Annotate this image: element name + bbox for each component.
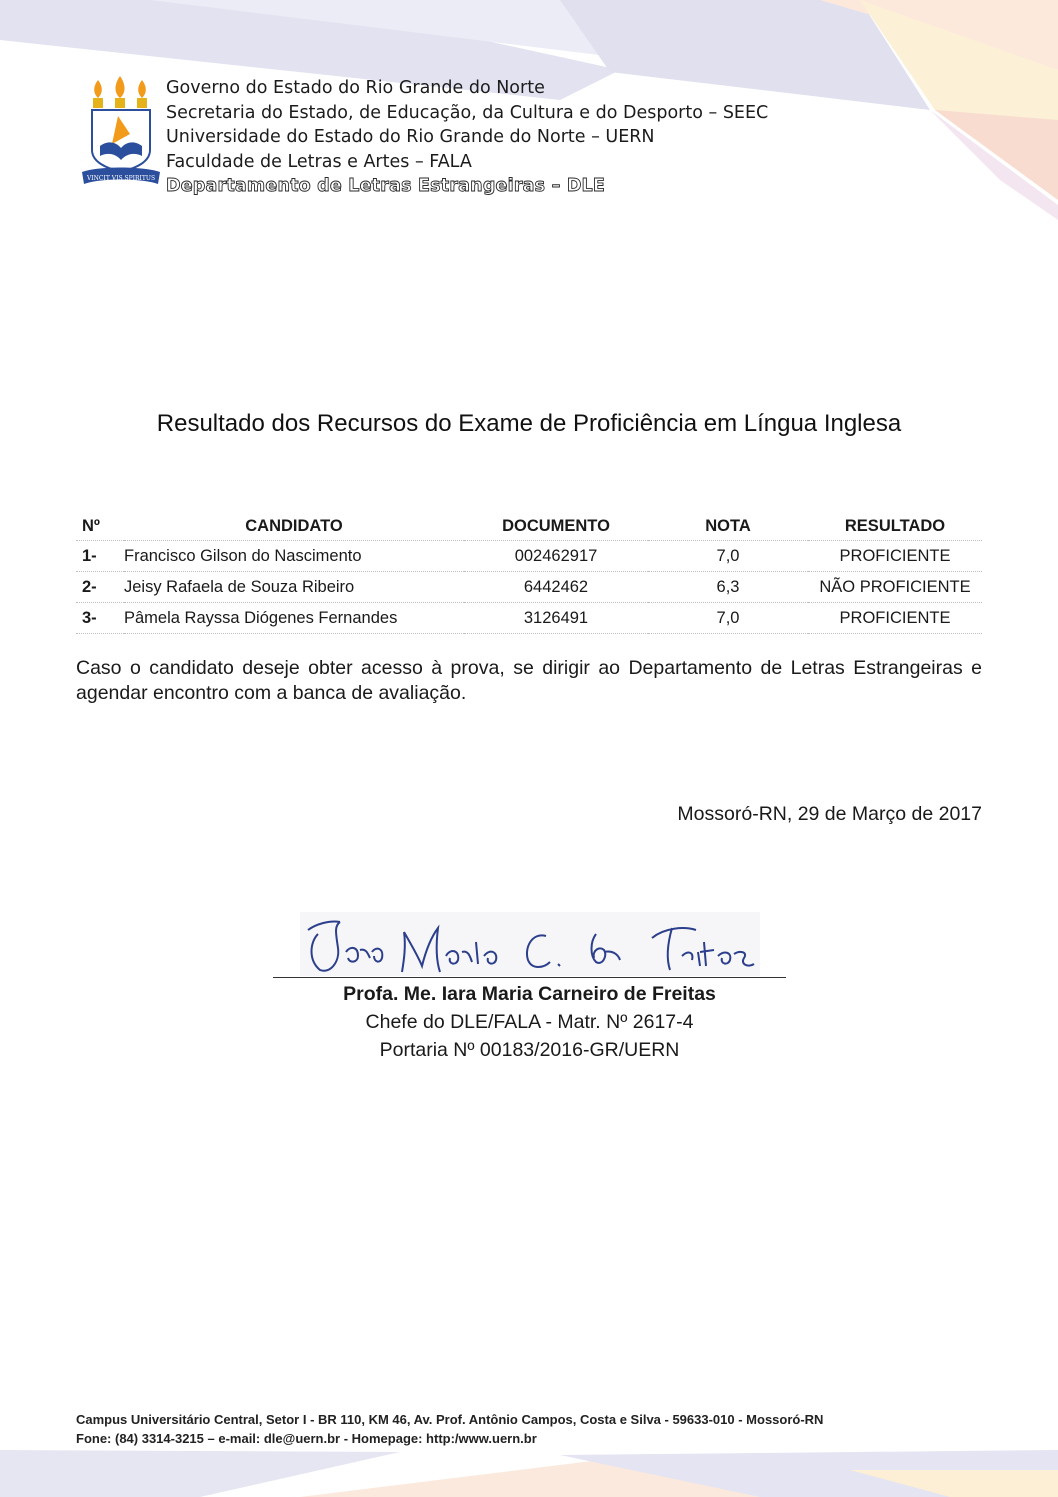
table-row xyxy=(76,541,982,572)
row-number: 3- xyxy=(76,603,124,634)
table-row xyxy=(76,572,982,603)
column-header-number: Nº xyxy=(82,516,100,535)
document-date: Mossoró-RN, 29 de Março de 2017 xyxy=(677,803,982,825)
header-line-university: Universidade do Estado do Rio Grande do Norte – UERN xyxy=(166,127,655,147)
candidate-result: NÃO PROFICIENTE xyxy=(808,572,982,603)
signer-block xyxy=(273,980,786,1064)
candidate-document: 002462917 xyxy=(464,541,648,572)
signature-line xyxy=(273,977,786,978)
footer-address: Campus Universitário Central, Setor I - BR 110, KM 46, Av. Prof. Antônio Campos, Costa e Silva - 59633-010 - Mossoró-RN xyxy=(76,1412,824,1427)
header-line-faculty: Faculdade de Letras e Artes – FALA xyxy=(166,151,472,172)
table-row xyxy=(76,603,982,634)
candidate-grade: 6,3 xyxy=(648,572,808,603)
header-line-secretariat: Secretaria do Estado, de Educação, da Cultura e do Desporto – SEEC xyxy=(166,102,769,123)
header-line-government: Governo do Estado do Rio Grande do Norte xyxy=(166,78,545,98)
footer-contact: Fone: (84) 3314-3215 – e-mail: dle@uern.br - Homepage: http:/www.uern.br xyxy=(76,1430,537,1446)
column-header-candidate: CANDIDATO xyxy=(245,516,343,535)
torch-flames xyxy=(93,76,147,108)
handwritten-signature xyxy=(300,912,760,976)
header-line-department: Departamento de Letras Estrangeiras – DLE xyxy=(166,176,606,196)
document-title: Resultado dos Recursos do Exame de Proficiência em Língua Inglesa xyxy=(156,410,902,437)
candidate-result: PROFICIENTE xyxy=(808,603,982,634)
signer-name: Profa. Me. Iara Maria Carneiro de Freitas xyxy=(343,983,716,1005)
candidate-name: Pâmela Rayssa Diógenes Fernandes xyxy=(124,603,464,634)
signer-role: Chefe do DLE/FALA - Matr. Nº 2617-4 xyxy=(365,1011,694,1033)
candidate-result: PROFICIENTE xyxy=(808,541,982,572)
logo-motto: VINCIT VIS SPIRITUS xyxy=(86,175,156,182)
row-number: 2- xyxy=(76,572,124,603)
candidate-grade: 7,0 xyxy=(648,603,808,634)
results-table xyxy=(76,512,982,634)
column-header-grade: NOTA xyxy=(705,516,751,535)
uern-logo xyxy=(78,74,164,194)
candidate-document: 3126491 xyxy=(464,603,648,634)
candidate-grade: 7,0 xyxy=(648,541,808,572)
table-header-row xyxy=(76,512,982,541)
institution-header xyxy=(166,76,768,199)
column-header-document: DOCUMENTO xyxy=(502,516,610,535)
candidate-name: Francisco Gilson do Nascimento xyxy=(124,541,464,572)
row-number: 1- xyxy=(76,541,124,572)
candidate-document: 6442462 xyxy=(464,572,648,603)
page-footer xyxy=(76,1411,823,1448)
candidate-name: Jeisy Rafaela de Souza Ribeiro xyxy=(124,572,464,603)
access-notice: Caso o candidato deseje obter acesso à prova, se dirigir ao Departamento de Letras Estrangeiras e agendar encontro com a banca de avaliação. xyxy=(76,657,982,704)
column-header-result: RESULTADO xyxy=(844,516,946,535)
signer-portaria: Portaria Nº 00183/2016-GR/UERN xyxy=(379,1039,680,1061)
